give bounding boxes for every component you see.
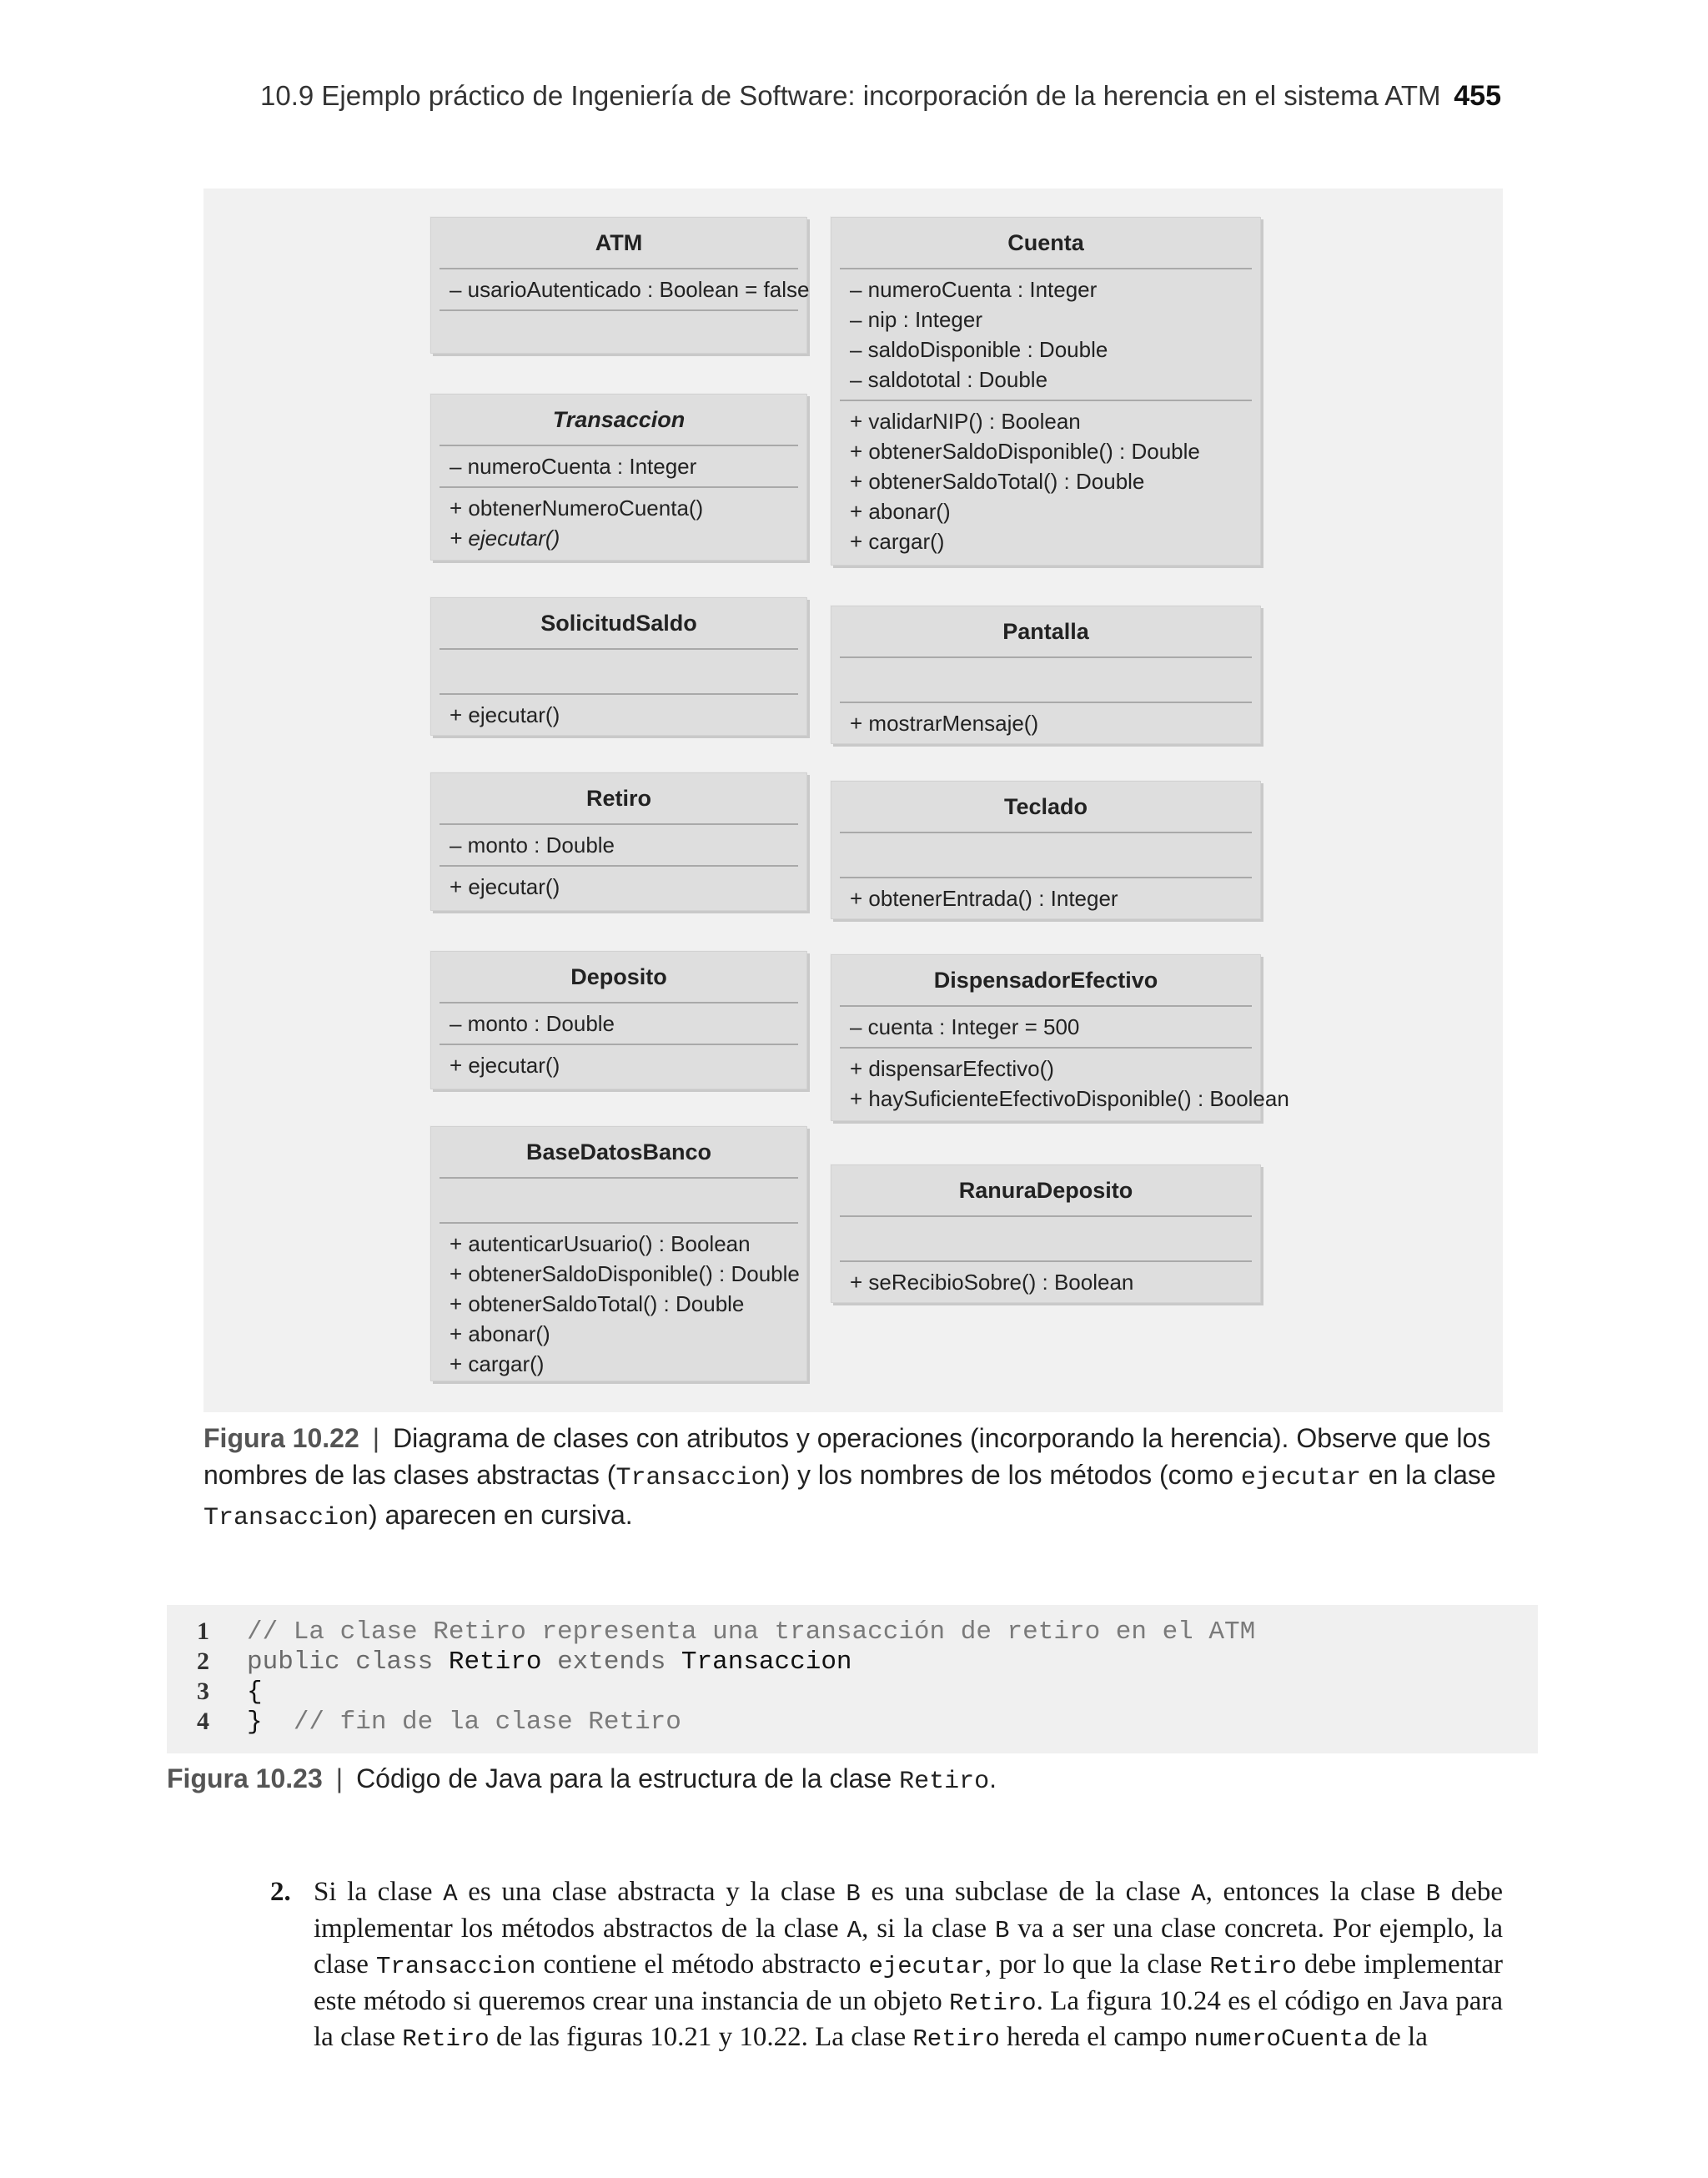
operations	[831, 1049, 1289, 1119]
code-line	[197, 1647, 852, 1677]
operation: + obtenerSaldoTotal() : Double	[450, 1291, 745, 1316]
operation: + ejecutar()	[450, 702, 560, 727]
class-atm	[430, 217, 810, 354]
class-basedatosbanco	[430, 1126, 807, 1381]
caption-text: ) y los nombres de los métodos (como	[781, 1460, 1241, 1490]
caption-text: .	[989, 1763, 997, 1793]
operation: + abonar()	[450, 1321, 550, 1346]
attribute: – cuenta : Integer = 500	[850, 1014, 1080, 1039]
code-listing	[167, 1605, 1538, 1753]
line-number: 3	[197, 1678, 209, 1705]
code-keyword: extends	[541, 1647, 681, 1677]
caption-code: ejecutar	[1240, 1464, 1361, 1492]
class-teclado	[831, 781, 1261, 919]
operations	[431, 1045, 806, 1085]
operation: + obtenerSaldoTotal() : Double	[850, 469, 1145, 494]
class-transaccion	[430, 394, 807, 561]
operations	[831, 401, 1260, 561]
body-paragraph	[272, 1875, 1503, 2057]
attribute: – saldototal : Double	[850, 367, 1048, 392]
class-solicitudsaldo	[430, 597, 807, 736]
operations	[831, 703, 1260, 743]
operations	[431, 1224, 806, 1384]
attributes	[431, 1003, 806, 1044]
list-number: 2.	[270, 1877, 291, 1907]
page-number: 455	[1454, 80, 1501, 112]
class-name: Transaccion	[552, 406, 686, 432]
operation: + haySuficienteEfectivoDisponible() : Boolean	[850, 1086, 1289, 1111]
attributes	[831, 269, 1260, 400]
attributes	[831, 658, 1260, 702]
code-text: {	[247, 1677, 263, 1707]
figure-10-23-caption	[167, 1760, 1501, 1800]
caption-separator: |	[335, 1763, 344, 1793]
attributes	[831, 1007, 1260, 1047]
line-number: 1	[197, 1617, 209, 1645]
class-name: RanuraDeposito	[958, 1177, 1133, 1203]
code-line	[197, 1677, 263, 1707]
caption-separator: |	[372, 1423, 380, 1453]
operation: + cargar()	[850, 529, 945, 554]
class-pantalla	[831, 606, 1261, 744]
attributes	[431, 650, 806, 693]
line-number: 2	[197, 1647, 209, 1675]
caption-text: Código de Java para la estructura de la clase	[356, 1763, 900, 1793]
class-name: Deposito	[570, 963, 667, 989]
operation: + ejecutar()	[450, 874, 560, 899]
attributes	[831, 833, 1260, 877]
operation: + dispensarEfectivo()	[850, 1056, 1054, 1081]
operation: + obtenerSaldoDisponible() : Double	[450, 1261, 800, 1286]
class-name: DispensadorEfectivo	[933, 967, 1158, 993]
operation-abstract: + ejecutar()	[450, 526, 560, 551]
code-comment: // fin de la clase Retiro	[293, 1707, 681, 1737]
attributes	[431, 825, 806, 865]
operation: + obtenerEntrada() : Integer	[850, 886, 1118, 911]
class-dispensadorefectivo	[831, 954, 1289, 1121]
operation: + cargar()	[450, 1351, 545, 1376]
operation: + obtenerNumeroCuenta()	[450, 495, 704, 521]
attributes	[431, 1179, 806, 1222]
code-identifier: Transaccion	[681, 1647, 852, 1677]
running-head-title: 10.9 Ejemplo práctico de Ingeniería de Software: incorporación de la herencia en el sistema ATM	[260, 80, 1441, 111]
operations	[831, 878, 1260, 918]
operations	[431, 488, 806, 558]
class-ranuradeposito	[831, 1164, 1261, 1303]
operations	[431, 867, 806, 907]
attributes	[431, 269, 810, 309]
operation: + ejecutar()	[450, 1053, 560, 1078]
attributes	[831, 1217, 1260, 1260]
figure-label: Figura 10.23	[167, 1763, 323, 1793]
attribute: – usarioAutenticado : Boolean = false	[450, 277, 810, 302]
line-number: 4	[197, 1708, 209, 1735]
operation: + seRecibioSobre() : Boolean	[850, 1270, 1134, 1295]
class-name: Retiro	[585, 785, 651, 811]
code-line	[197, 1707, 681, 1737]
attribute: – numeroCuenta : Integer	[450, 454, 697, 479]
code-keyword: public class	[247, 1647, 449, 1677]
operation: + validarNIP() : Boolean	[850, 409, 1081, 434]
class-name: Pantalla	[1002, 618, 1089, 644]
operations	[831, 1262, 1260, 1302]
attributes	[431, 446, 806, 486]
caption-text: en la clase	[1360, 1460, 1496, 1490]
code-line	[197, 1617, 1255, 1647]
caption-code: Transaccion	[615, 1464, 781, 1492]
operation: + abonar()	[850, 499, 951, 524]
class-cuenta	[831, 217, 1261, 566]
class-retiro	[430, 772, 807, 911]
caption-text: ) aparecen en cursiva.	[369, 1500, 633, 1530]
class-diagram	[203, 189, 1503, 1412]
attribute: – monto : Double	[450, 1011, 615, 1036]
running-head	[260, 80, 1501, 113]
operation: + autenticarUsuario() : Boolean	[450, 1231, 751, 1256]
code-text: }	[247, 1707, 294, 1737]
attribute: – nip : Integer	[850, 307, 982, 332]
attribute: – numeroCuenta : Integer	[850, 277, 1098, 302]
class-deposito	[430, 951, 807, 1089]
attribute: – monto : Double	[450, 832, 615, 858]
operation: + obtenerSaldoDisponible() : Double	[850, 439, 1200, 464]
class-name: Cuenta	[1007, 229, 1084, 255]
paragraph-text: Si la clase A es una clase abstracta y la clase B es una subclase de la clase A, entonces la clase B debe implementar los métodos abstractos de la clase A, si la clase B va a ser una clase concreta. Por ejemplo, la clase Transaccion contiene el método abstracto ejecutar, por lo que la clase Retiro debe implementar este método si queremos crear una instancia de un objeto Retiro. La figura 10.24 es el código en Java para la clase Retiro de las figuras 10.21 y 10.22. La clase Retiro hereda el campo numeroCuenta de la	[314, 1877, 1504, 2053]
figure-label: Figura 10.22	[203, 1423, 359, 1453]
code-identifier: Retiro	[448, 1647, 542, 1677]
caption-code: Transaccion	[203, 1504, 369, 1532]
caption-code: Retiro	[899, 1768, 990, 1796]
class-name: BaseDatosBanco	[525, 1139, 712, 1164]
caption-text: Diagrama de clases con atributos y operaciones (incorporando la herencia). Observe que los nombres de las clases abstractas (	[203, 1423, 1491, 1490]
operations	[431, 695, 806, 735]
attribute: – saldoDisponible : Double	[850, 337, 1108, 362]
operation: + mostrarMensaje()	[850, 711, 1039, 736]
class-name: ATM	[595, 229, 643, 255]
figure-10-22-caption	[203, 1420, 1505, 1537]
class-name: SolicitudSaldo	[540, 610, 697, 636]
code-comment: // La clase Retiro representa una transacción de retiro en el ATM	[247, 1617, 1256, 1647]
class-name: Teclado	[1003, 793, 1088, 819]
